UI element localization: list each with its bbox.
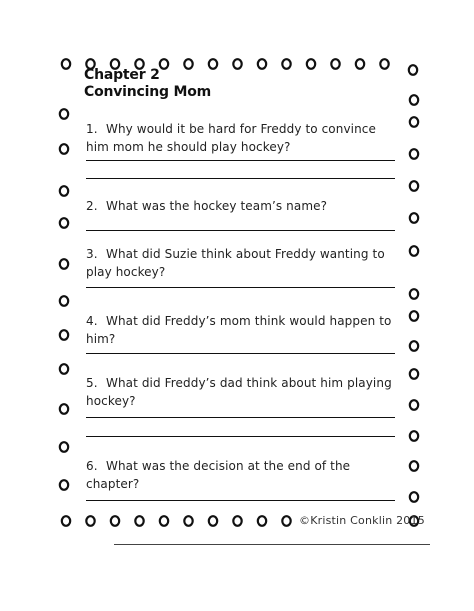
answer-line: [86, 417, 395, 418]
question-number: 6.: [86, 459, 98, 473]
question-text: Why would it be hard for Freddy to convince him mom he should play hockey?: [86, 122, 376, 154]
border-dot: [60, 442, 68, 452]
answer-line: [86, 230, 395, 231]
question-4: [86, 312, 398, 348]
answer-line: [86, 287, 395, 288]
border-dot: [60, 364, 68, 374]
border-dot: [86, 516, 94, 526]
question-text: What did Suzie think about Freddy wanting to play hockey?: [86, 247, 385, 279]
border-dot: [111, 516, 119, 526]
question-text: What was the decision at the end of the chapter?: [86, 459, 351, 491]
border-dot: [258, 59, 266, 69]
border-dot: [410, 246, 418, 256]
answer-line: [86, 160, 395, 161]
border-dot: [410, 400, 418, 410]
border-dot: [410, 181, 418, 191]
chapter-title: Convincing Mom: [84, 84, 212, 100]
border-dot: [60, 480, 68, 490]
border-dot: [409, 65, 417, 75]
border-dot: [410, 341, 418, 351]
question-number: 5.: [86, 376, 98, 390]
border-dot: [410, 117, 418, 127]
border-dot: [209, 59, 217, 69]
question-6: [86, 457, 398, 493]
border-dot: [410, 431, 418, 441]
border-dot: [184, 59, 192, 69]
border-dot: [410, 369, 418, 379]
answer-line: [86, 436, 395, 437]
border-dot: [60, 404, 68, 414]
border-dot: [160, 516, 168, 526]
border-dot: [62, 516, 70, 526]
border-dot: [410, 311, 418, 321]
border-dot: [307, 59, 315, 69]
border-dot: [380, 59, 388, 69]
border-dot: [60, 259, 68, 269]
question-number: 1.: [86, 122, 98, 136]
border-dot: [233, 516, 241, 526]
border-dot: [258, 516, 266, 526]
question-number: 3.: [86, 247, 98, 261]
chapter-label: Chapter 2: [84, 67, 160, 83]
border-dot: [60, 109, 68, 119]
border-dot: [60, 296, 68, 306]
border-dot: [282, 59, 290, 69]
border-dot: [60, 330, 68, 340]
border-dot: [62, 59, 70, 69]
border-dot: [184, 516, 192, 526]
answer-line: [86, 353, 395, 354]
border-dot: [410, 213, 418, 223]
border-dot: [233, 59, 241, 69]
border-dot: [209, 516, 217, 526]
border-dot: [60, 186, 68, 196]
question-number: 2.: [86, 199, 98, 213]
question-3: [86, 245, 398, 281]
border-dot: [60, 144, 68, 154]
question-text: What was the hockey team’s name?: [106, 199, 328, 213]
border-dot: [410, 149, 418, 159]
border-dot: [160, 59, 168, 69]
border-dot: [410, 289, 418, 299]
border-dot: [60, 218, 68, 228]
border-dot: [410, 95, 418, 105]
question-text: What did Freddy’s mom think would happen to him?: [86, 314, 392, 346]
answer-line: [86, 500, 395, 501]
question-text: What did Freddy’s dad think about him playing hockey?: [86, 376, 392, 408]
question-1: [86, 120, 398, 156]
answer-line: [86, 178, 395, 179]
border-dot: [331, 59, 339, 69]
question-number: 4.: [86, 314, 98, 328]
footer-line: [114, 544, 430, 545]
border-dot: [410, 461, 418, 471]
copyright-credit: ©Kristin Conklin 2015: [299, 514, 425, 527]
border-dot: [282, 516, 290, 526]
border-dot: [135, 516, 143, 526]
border-dot: [410, 492, 418, 502]
question-5: [86, 374, 398, 410]
border-dot: [356, 59, 364, 69]
question-2: [86, 197, 398, 215]
